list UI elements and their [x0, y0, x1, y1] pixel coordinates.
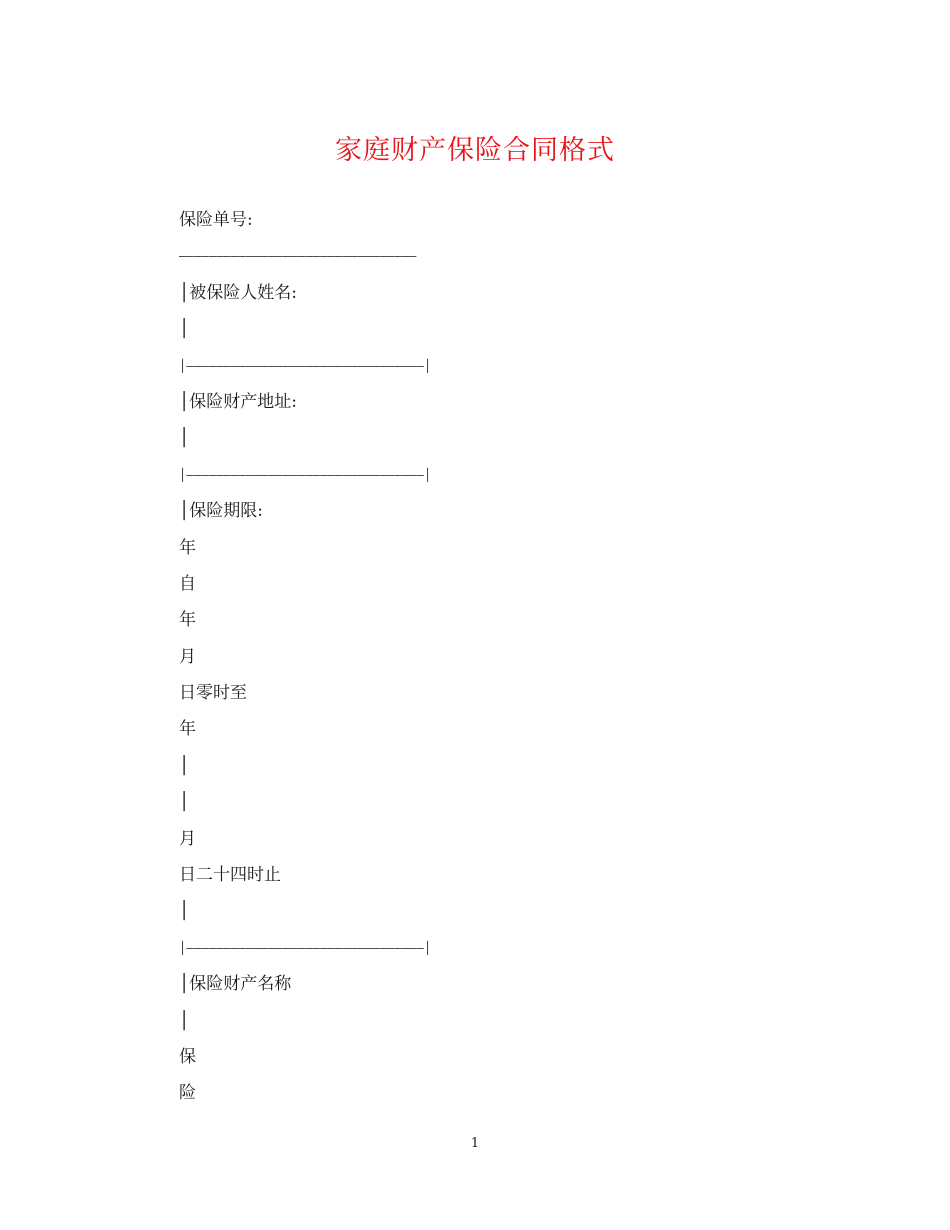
text-line: 保险单号:: [179, 210, 253, 230]
text-line: 月: [179, 828, 196, 849]
text-line: │: [179, 792, 190, 813]
text-line: 日零时至: [179, 683, 247, 704]
text-line: 日二十四时止: [179, 865, 281, 886]
rule-line: │————————————————————————————————│: [179, 358, 432, 373]
text-line: │保险财产地址:: [179, 391, 297, 412]
text-line: │: [179, 1010, 190, 1031]
rule-line: ————————————————————————————————: [179, 249, 417, 264]
rule-line: │————————————————————————————————│: [179, 467, 432, 482]
text-line: 保: [179, 1046, 196, 1067]
text-line: │保险期限:: [179, 501, 263, 522]
text-line: │: [179, 428, 190, 449]
text-line: │保险财产名称: [179, 974, 292, 995]
text-line: 年: [179, 610, 196, 631]
text-line: 年: [179, 719, 196, 740]
text-line: │: [179, 755, 190, 776]
text-line: │被保险人姓名:: [179, 282, 297, 303]
document-body: [179, 202, 779, 1112]
text-line: │: [179, 319, 190, 340]
text-line: 月: [179, 646, 196, 667]
rule-line: │————————————————————————————————│: [179, 940, 432, 955]
text-line: 险: [179, 1083, 196, 1104]
page-number: 1: [470, 1136, 480, 1151]
text-line: 自: [179, 573, 196, 594]
text-line: │: [179, 901, 190, 922]
text-line: 年: [179, 537, 196, 558]
document-title: 家庭财产保险合同格式: [335, 135, 615, 166]
